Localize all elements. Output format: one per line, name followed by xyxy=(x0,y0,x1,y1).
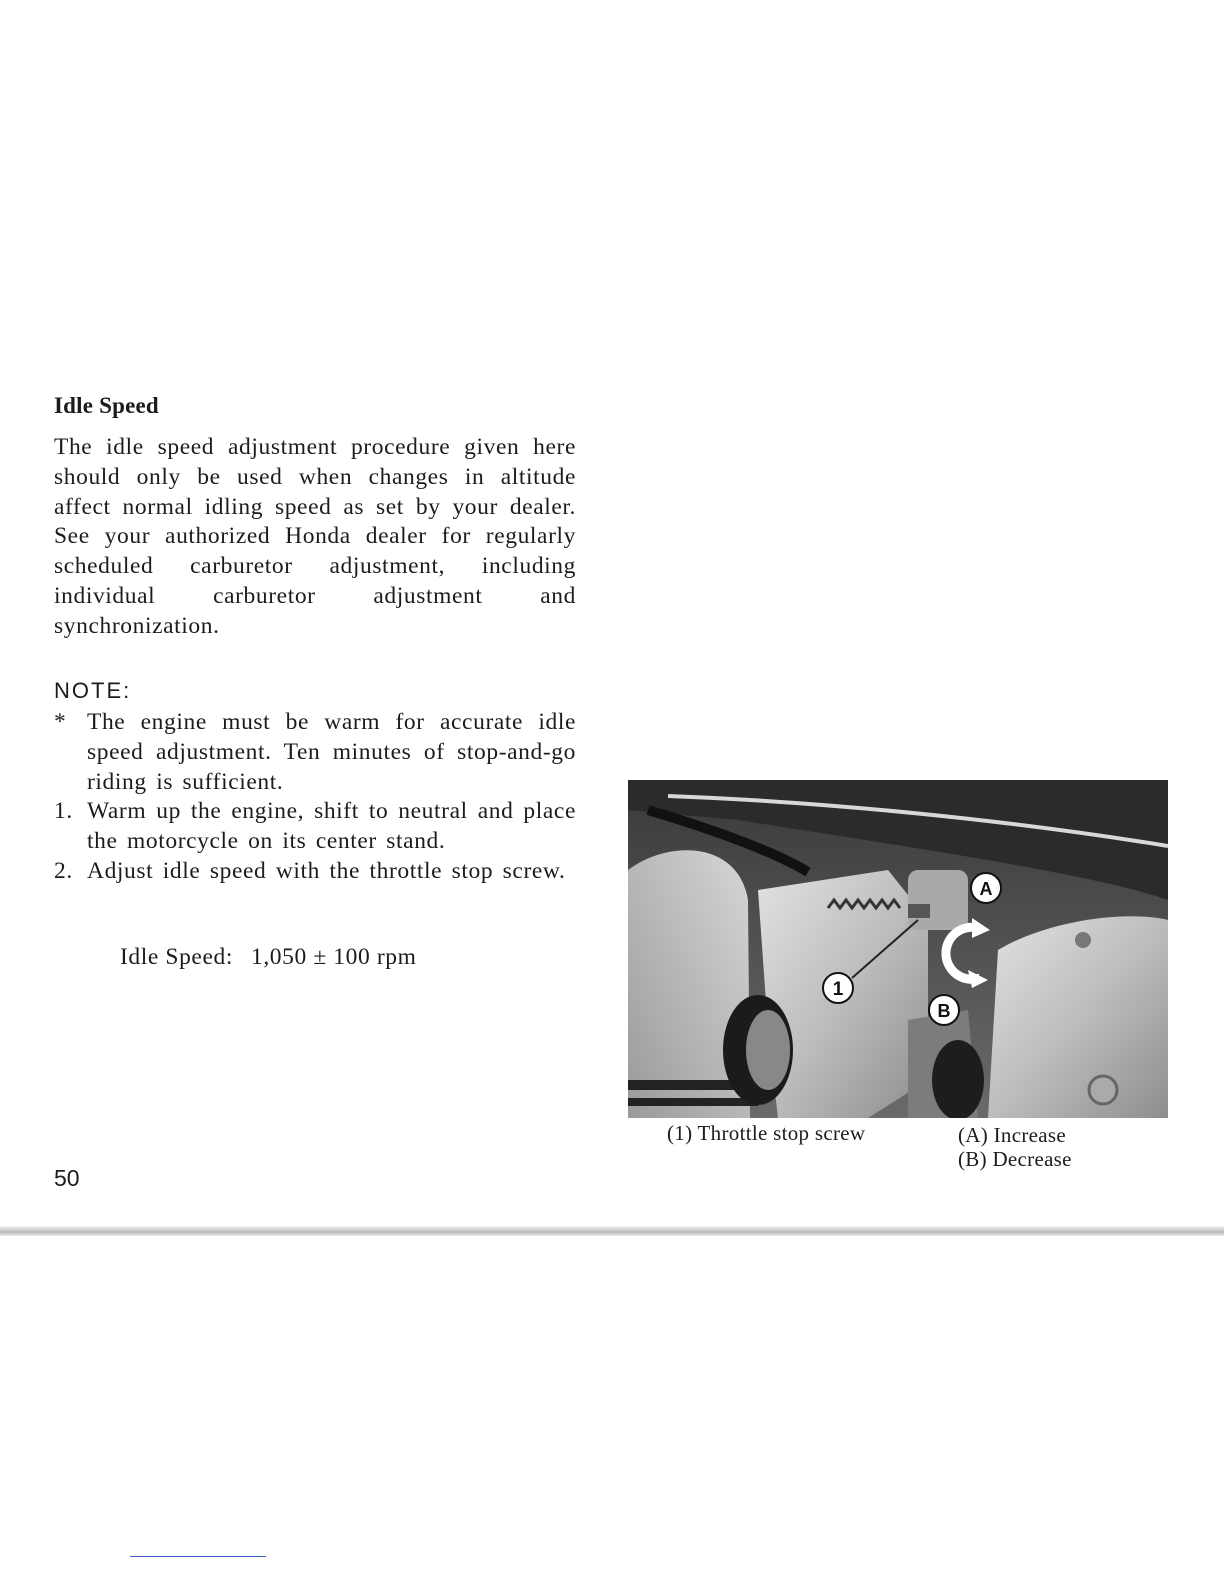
cover-bolt xyxy=(1089,1076,1117,1104)
rubber-boot xyxy=(932,1040,984,1118)
intake-ring xyxy=(746,1010,790,1090)
fin-stripe xyxy=(628,1098,758,1106)
list-marker: 2. xyxy=(54,857,73,884)
page-bottom-edge xyxy=(0,1226,1224,1236)
svg-text:B: B xyxy=(937,1001,951,1021)
svg-text:1: 1 xyxy=(832,979,844,1000)
list-marker: 1. xyxy=(54,798,73,825)
step-item xyxy=(54,797,576,857)
spec-label: Idle Speed: xyxy=(120,944,233,970)
page-number: 50 xyxy=(54,1165,80,1191)
list-item-text: The engine must be warm for accurate idle speed adjustment. Ten minutes of stop-and-go riding is sufficient. xyxy=(87,709,576,795)
note-label: NOTE: xyxy=(54,678,132,703)
caption-decrease: (B) Decrease xyxy=(958,1147,1072,1171)
procedure-list xyxy=(54,708,576,887)
caption-throttle-stop-screw: (1) Throttle stop screw xyxy=(667,1121,866,1145)
callout-a xyxy=(971,873,1001,903)
footer-underline xyxy=(130,1556,266,1557)
step-item xyxy=(54,857,576,887)
caption-increase: (A) Increase xyxy=(958,1123,1066,1147)
list-item-text: Adjust idle speed with the throttle stop screw. xyxy=(87,857,566,884)
list-marker: * xyxy=(54,709,67,735)
idle-speed-spec xyxy=(120,944,417,971)
section-heading: Idle Speed xyxy=(54,393,159,418)
list-item-text: Warm up the engine, shift to neutral and place the motorcycle on its center stand. xyxy=(87,798,576,855)
right-engine-cover xyxy=(988,916,1168,1118)
svg-text:A: A xyxy=(979,879,993,899)
cover-bolt xyxy=(1075,932,1091,948)
carburetor-photo xyxy=(628,780,1168,1118)
callout-1 xyxy=(823,973,853,1003)
intro-paragraph: The idle speed adjustment procedure given here should only be used when changes in altitude affect normal idling speed as set by your dealer. See your authorized Honda dealer for regularly scheduled carburetor adjustment, including individual carburetor adjustment and synchronization. xyxy=(54,434,576,639)
callout-b xyxy=(929,995,959,1025)
spec-value: 1,050 ± 100 rpm xyxy=(250,944,417,970)
throttle-stop-screw xyxy=(908,904,930,918)
note-item xyxy=(54,708,576,797)
